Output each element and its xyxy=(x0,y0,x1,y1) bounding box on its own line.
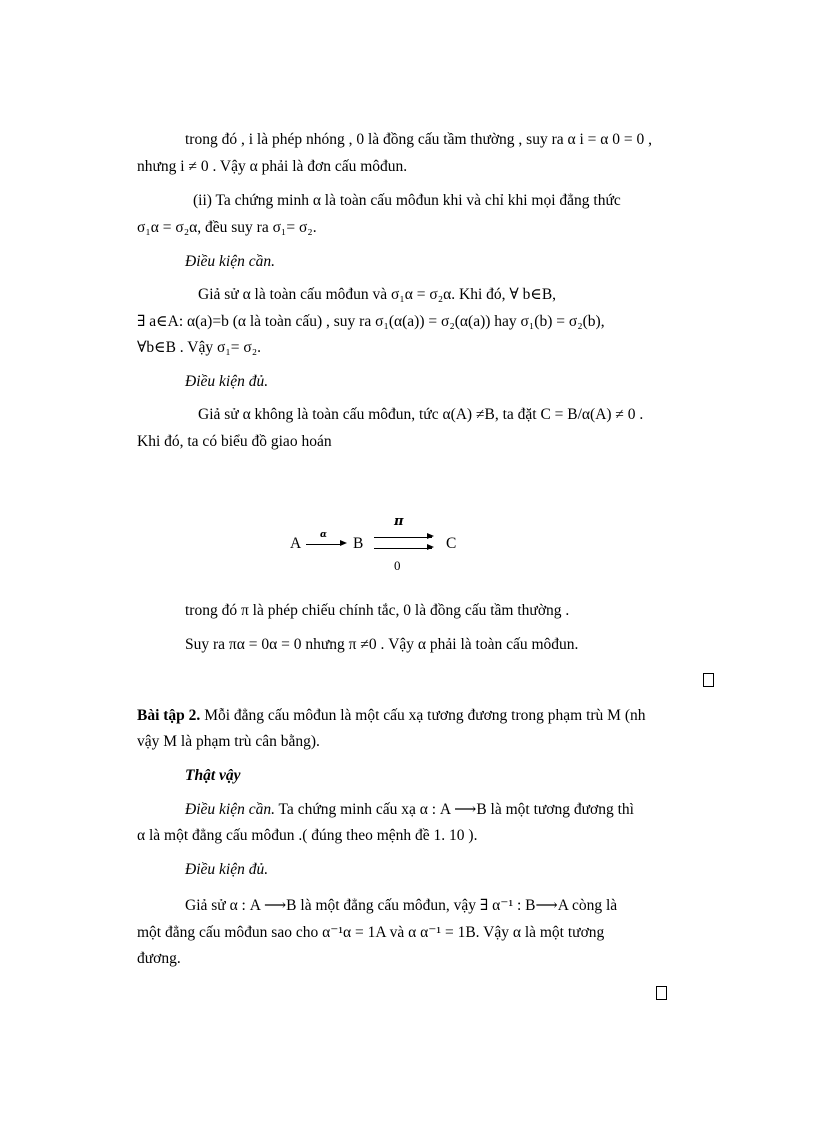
arrow-pi xyxy=(374,537,432,538)
qed-box-2 xyxy=(656,986,667,1000)
line-9: Khi đó, ta có biểu đồ giao hoán xyxy=(137,433,332,450)
line-16: một đẳng cấu môđun sao cho α⁻¹α = 1A và α α⁻¹ = 1B. Vậy α là một tương xyxy=(137,924,605,941)
diagram-node-a: A xyxy=(290,535,302,552)
heading-dieu-kien-du-2: Điều kiện đủ. xyxy=(185,861,269,878)
heading-that-vay: Thật vậy xyxy=(185,767,241,784)
heading-dieu-kien-can-1: Điều kiện cần. xyxy=(185,253,275,270)
line-12: vậy M là phạm trù cân bằng). xyxy=(137,733,320,750)
line-2: nhưng i ≠ 0 . Vậy α phải là đơn cấu môđun. xyxy=(137,158,408,175)
line-4: σ₁α = σ₂α, đều suy ra σ₁= σ₂. xyxy=(137,219,317,236)
qed-box-1 xyxy=(703,673,714,687)
arrow-alpha xyxy=(306,544,342,545)
line-14: α là một đẳng cấu môđun .( đúng theo mệnh đề 1. 10 ). xyxy=(137,827,478,844)
exercise-2-text: Mỗi đẳng cấu môđun là một cấu xạ tương đương trong phạm trù M (nh xyxy=(200,707,646,724)
diagram-node-c: C xyxy=(446,535,457,552)
diagram-node-b: B xyxy=(353,535,364,552)
line-6: ∃ a∈A: α(a)=b (α là toàn cấu) , suy ra σ₁(α(a)) = σ₂(α(a)) hay σ₁(b) = σ₂(b), xyxy=(137,313,605,330)
line-17: đương. xyxy=(137,950,181,967)
line-13 xyxy=(185,800,634,820)
arrow-pi-head xyxy=(427,533,434,539)
line-13-text: Ta chứng minh cấu xạ α : A ⟶B là một tương đương thì xyxy=(274,801,634,818)
arrow-zero-head xyxy=(427,544,434,550)
diagram-label-alpha: α xyxy=(320,530,327,540)
line-3: (ii) Ta chứng minh α là toàn cấu môđun khi và chỉ khi mọi đẳng thức xyxy=(193,192,621,209)
diagram-label-pi: π xyxy=(394,514,404,529)
arrow-alpha-head xyxy=(340,540,347,546)
line-15: Giả sử α : A ⟶B là một đẳng cấu môđun, vậy ∃ α⁻¹ : B⟶A còng là xyxy=(185,897,618,914)
line-1: trong đó , i là phép nhóng , 0 là đồng cấu tầm thường , suy ra α i = α 0 = 0 , xyxy=(185,131,653,148)
line-7: ∀b∈B . Vậy σ₁= σ₂. xyxy=(137,339,261,356)
exercise-2 xyxy=(137,706,645,726)
line-10: trong đó π là phép chiếu chính tắc, 0 là đồng cấu tầm thường . xyxy=(185,602,570,619)
line-8: Giả sử α không là toàn cấu môđun, tức α(A) ≠B, ta đặt C = B/α(A) ≠ 0 . xyxy=(198,406,644,423)
heading-dieu-kien-can-2: Điều kiện cần. xyxy=(185,801,275,818)
line-11: Suy ra πα = 0α = 0 nhưng π ≠0 . Vậy α phải là toàn cấu môđun. xyxy=(185,636,579,653)
diagram-label-zero: 0 xyxy=(394,558,401,573)
arrow-zero xyxy=(374,548,432,549)
heading-dieu-kien-du-1: Điều kiện đủ. xyxy=(185,373,269,390)
exercise-2-label: Bài tập 2. xyxy=(137,707,201,724)
line-5: Giả sử α là toàn cấu môđun và σ₁α = σ₂α. Khi đó, ∀ b∈B, xyxy=(198,286,557,303)
